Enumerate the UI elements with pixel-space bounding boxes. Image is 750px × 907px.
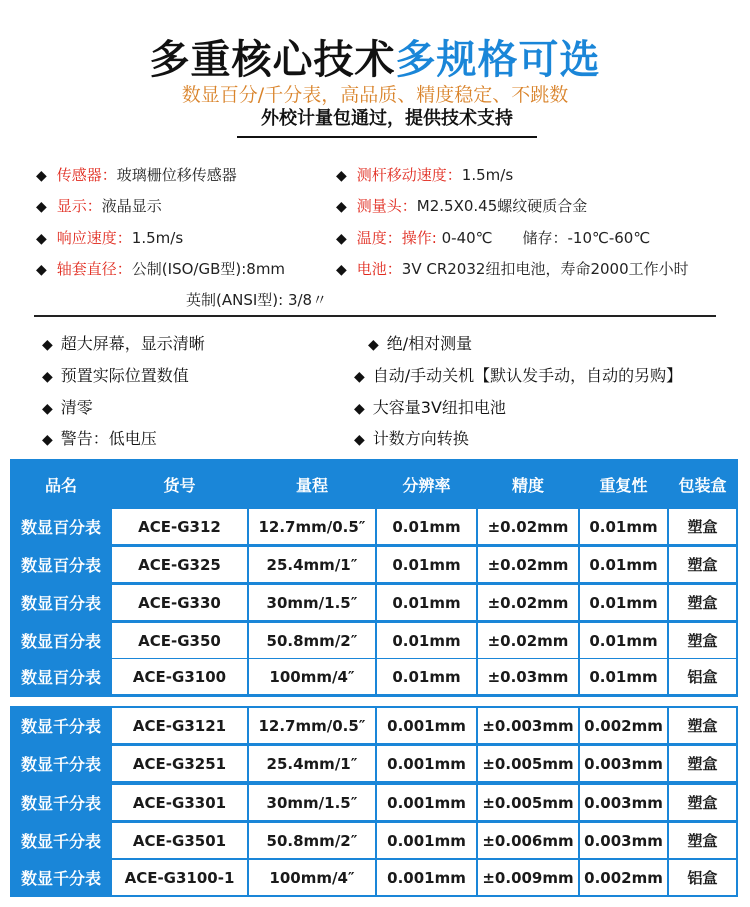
cell-accuracy: ±0.02mm (478, 509, 578, 544)
cell-resolution: 0.01mm (377, 585, 476, 620)
cell-resolution: 0.01mm (377, 509, 476, 544)
diamond-bullet-icon: ◆ (42, 369, 53, 385)
feature-text: 计数方向转换 (372, 429, 469, 448)
cell-range: 30mm/1.5″ (249, 785, 375, 820)
cell-model: ACE-G312 (112, 509, 247, 544)
feature-text: 自动/手动关机【默认发手动，自动的另购】 (372, 366, 683, 385)
cell-accuracy: ±0.02mm (478, 585, 578, 620)
cell-repeatability: 0.01mm (580, 585, 667, 620)
feature-text: 大容量3V纽扣电池 (372, 398, 506, 417)
diamond-bullet-icon: ◆ (36, 168, 47, 184)
cell-resolution: 0.001mm (377, 823, 476, 858)
cell-model: ACE-G330 (112, 585, 247, 620)
cell-resolution: 0.001mm (377, 860, 476, 895)
cell-packaging: 塑盒 (669, 746, 736, 781)
header-model: 货号 (112, 461, 247, 507)
header-product-name: 品名 (12, 461, 110, 507)
table-row (10, 623, 738, 658)
specs-divider (34, 315, 716, 317)
title-part-1: 多重核心技术 (149, 37, 396, 83)
spec-label: 测杆移动速度： (356, 166, 462, 184)
cell-model: ACE-G3100 (112, 659, 247, 694)
cell-resolution: 0.001mm (377, 746, 476, 781)
cell-range: 12.7mm/0.5″ (249, 708, 375, 743)
spec-label: 传感器： (56, 166, 117, 184)
cell-range: 25.4mm/1″ (249, 746, 375, 781)
header-accuracy: 精度 (478, 461, 578, 507)
spec-label: 测量头： (356, 197, 417, 215)
table-header-row (10, 461, 738, 507)
diamond-bullet-icon: ◆ (354, 432, 365, 448)
header-resolution: 分辨率 (377, 461, 476, 507)
cell-model: ACE-G3501 (112, 823, 247, 858)
spec-contact-point (336, 195, 587, 216)
spec-response-speed (36, 227, 183, 248)
cell-model: ACE-G325 (112, 547, 247, 582)
cell-model: ACE-G3251 (112, 746, 247, 781)
table-row (10, 823, 738, 858)
spec-battery (336, 258, 689, 279)
spec-value: M2.5X0.45螺纹硬质合金 (416, 197, 588, 215)
feature-item (354, 426, 469, 449)
diamond-bullet-icon: ◆ (42, 401, 53, 417)
diamond-bullet-icon: ◆ (36, 199, 47, 215)
feature-item (42, 426, 157, 449)
cell-product-name: 数显千分表 (12, 823, 110, 858)
table-row (10, 659, 738, 694)
cell-repeatability: 0.01mm (580, 659, 667, 694)
cell-packaging: 塑盒 (669, 823, 736, 858)
feature-text: 预置实际位置数值 (60, 366, 189, 385)
feature-item (354, 363, 682, 386)
table-row (10, 585, 738, 620)
cell-resolution: 0.01mm (377, 623, 476, 658)
cell-resolution: 0.001mm (377, 708, 476, 743)
feature-item (42, 363, 189, 386)
spec-sleeve-diameter (36, 258, 285, 279)
spec-sensor (36, 164, 237, 185)
diamond-bullet-icon: ◆ (36, 262, 47, 278)
cell-accuracy: ±0.005mm (478, 785, 578, 820)
cell-resolution: 0.001mm (377, 785, 476, 820)
spec-label: 温度：操作: (356, 229, 442, 247)
diamond-bullet-icon: ◆ (336, 231, 347, 247)
spec-value: 3V CR2032纽扣电池，寿命2000工作小时 (401, 260, 689, 278)
diamond-bullet-icon: ◆ (368, 337, 379, 353)
cell-product-name: 数显百分表 (12, 659, 110, 694)
page-title (0, 28, 750, 85)
cell-range: 100mm/4″ (249, 659, 375, 694)
cell-model: ACE-G3121 (112, 708, 247, 743)
cell-accuracy: ±0.005mm (478, 746, 578, 781)
cell-range: 12.7mm/0.5″ (249, 509, 375, 544)
feature-item (42, 331, 205, 354)
spec-value: 1.5m/s (461, 166, 514, 184)
feature-item (42, 395, 93, 418)
cell-packaging: 塑盒 (669, 623, 736, 658)
table-row (10, 547, 738, 582)
header-range: 量程 (249, 461, 375, 507)
spec-label: 轴套直径： (56, 260, 132, 278)
spec-display (36, 195, 162, 216)
cell-accuracy: ±0.02mm (478, 623, 578, 658)
header-repeatability: 重复性 (580, 461, 667, 507)
cell-accuracy: ±0.006mm (478, 823, 578, 858)
cell-model: ACE-G350 (112, 623, 247, 658)
subtitle: 数显百分/千分表，高品质、精度稳定、不跳数 (181, 84, 569, 106)
cell-accuracy: ±0.003mm (478, 708, 578, 743)
title-part-2: 多规格可选 (395, 37, 601, 83)
cell-range: 30mm/1.5″ (249, 585, 375, 620)
certification-underline (237, 136, 537, 138)
cell-repeatability: 0.01mm (580, 623, 667, 658)
table-row (10, 509, 738, 544)
cell-packaging: 塑盒 (669, 585, 736, 620)
cell-repeatability: 0.002mm (580, 860, 667, 895)
spec-temperature (336, 227, 650, 248)
spec-label: 显示： (56, 197, 102, 215)
cell-product-name: 数显百分表 (12, 585, 110, 620)
cell-product-name: 数显百分表 (12, 547, 110, 582)
spec-spindle-speed (336, 164, 513, 185)
table-row (10, 746, 738, 781)
header-packaging: 包装盒 (669, 461, 736, 507)
cell-accuracy: ±0.03mm (478, 659, 578, 694)
feature-text: 警告：低电压 (60, 429, 157, 448)
cell-product-name: 数显百分表 (12, 623, 110, 658)
table-row (10, 785, 738, 820)
diamond-bullet-icon: ◆ (42, 337, 53, 353)
cell-range: 50.8mm/2″ (249, 823, 375, 858)
cell-range: 100mm/4″ (249, 860, 375, 895)
cell-product-name: 数显千分表 (12, 785, 110, 820)
cell-model: ACE-G3301 (112, 785, 247, 820)
feature-text: 超大屏幕，显示清晰 (60, 334, 205, 353)
cell-resolution: 0.01mm (377, 547, 476, 582)
cell-repeatability: 0.01mm (580, 509, 667, 544)
cell-product-name: 数显千分表 (12, 708, 110, 743)
spec-sleeve-imperial: 英制(ANSI型): 3/8〃 (186, 291, 328, 309)
cell-packaging: 塑盒 (669, 547, 736, 582)
spec-value: 1.5m/s (131, 229, 184, 247)
cell-repeatability: 0.003mm (580, 823, 667, 858)
feature-item (354, 395, 506, 418)
spec-table-thousandth-dial (10, 706, 738, 897)
feature-text: 清零 (60, 398, 93, 417)
cell-accuracy: ±0.009mm (478, 860, 578, 895)
spec-label: 电池： (356, 260, 402, 278)
cell-accuracy: ±0.02mm (478, 547, 578, 582)
cell-range: 50.8mm/2″ (249, 623, 375, 658)
cell-model: ACE-G3100-1 (112, 860, 247, 895)
certification-banner (237, 104, 537, 134)
cell-product-name: 数显百分表 (12, 509, 110, 544)
cell-range: 25.4mm/1″ (249, 547, 375, 582)
diamond-bullet-icon: ◆ (354, 401, 365, 417)
spec-value: 0-40℃ 储存：-10℃-60℃ (441, 229, 651, 247)
cell-packaging: 铝盒 (669, 860, 736, 895)
certification-text: 外校计量包通过，提供技术支持 (261, 108, 513, 129)
spec-value: 玻璃栅位移传感器 (116, 166, 237, 184)
table-row (10, 860, 738, 895)
diamond-bullet-icon: ◆ (336, 199, 347, 215)
diamond-bullet-icon: ◆ (336, 262, 347, 278)
cell-packaging: 铝盒 (669, 659, 736, 694)
spec-value: 公制(ISO/GB型):8mm (131, 260, 286, 278)
spec-label: 响应速度： (56, 229, 132, 247)
cell-product-name: 数显千分表 (12, 860, 110, 895)
diamond-bullet-icon: ◆ (336, 168, 347, 184)
feature-text: 绝/相对测量 (386, 334, 473, 353)
cell-repeatability: 0.01mm (580, 547, 667, 582)
cell-packaging: 塑盒 (669, 509, 736, 544)
table-row (10, 708, 738, 743)
cell-resolution: 0.01mm (377, 659, 476, 694)
diamond-bullet-icon: ◆ (36, 231, 47, 247)
cell-repeatability: 0.003mm (580, 785, 667, 820)
cell-packaging: 塑盒 (669, 708, 736, 743)
cell-repeatability: 0.003mm (580, 746, 667, 781)
diamond-bullet-icon: ◆ (354, 369, 365, 385)
cell-product-name: 数显千分表 (12, 746, 110, 781)
feature-item (368, 331, 472, 354)
cell-repeatability: 0.002mm (580, 708, 667, 743)
cell-packaging: 塑盒 (669, 785, 736, 820)
diamond-bullet-icon: ◆ (42, 432, 53, 448)
spec-table-percent-dial (10, 459, 738, 697)
spec-value: 液晶显示 (101, 197, 162, 215)
